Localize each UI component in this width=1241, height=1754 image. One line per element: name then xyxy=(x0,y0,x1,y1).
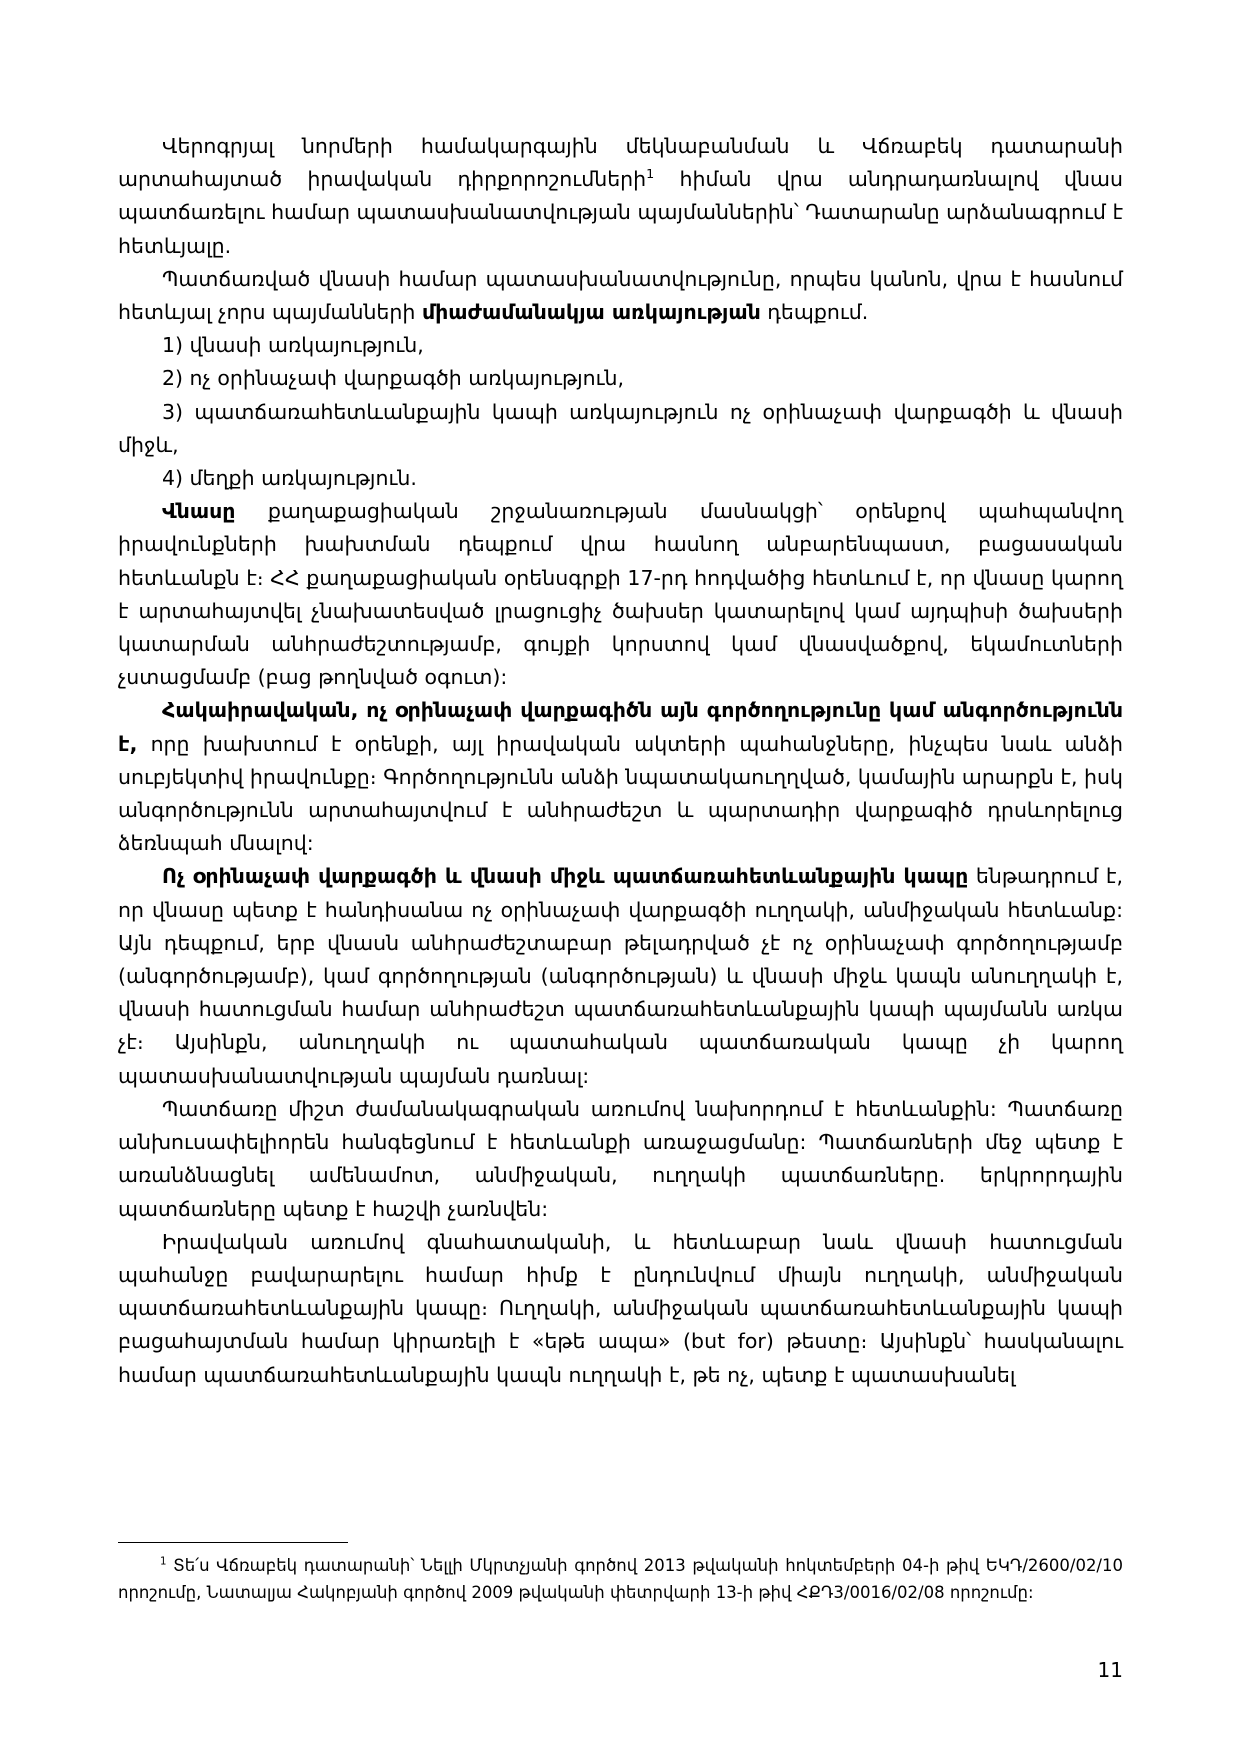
footnote-reference: 1 xyxy=(646,166,655,182)
footnote-body: Տե՛ս Վճռաբեկ դատարանի՝ Նելլի Մկրտչյանի գործով 2013 թվականի հոկտեմբերի 04-ի թիվ ԵԿԴ/2600/02/10 որոշումը, Նատալյա Հակոբյանի գործով 2009 թվականի փետրվարի 13-ի թիվ ՀՔԴ3/0016/02/08 որոշումը: xyxy=(118,1556,1123,1602)
paragraph xyxy=(118,860,1123,1092)
paragraph xyxy=(118,462,1123,495)
text-run: որը խախտում է օրենքի, այլ իրավական ակտերի պահանջները, ինչպես նաև անձի սուբյեկտիվ իրավունքը։ Գործողությունն անձի նպատակաուղղված, կամային արարքն է, իսկ անգործությունն արտահայտվում է անհրաժեշտ և պարտադիր վարքագիծ դրսևորելուց ձեռնպահ մնալով: xyxy=(118,731,1123,856)
footnote-text xyxy=(118,1553,1123,1606)
text-run: Իրավական առումով գնահատականի, և հետևաբար նաև վնասի հատուցման պահանջը բավարարելու համար հիմք է ընդունվում միայն ուղղակի, անմիջական պատճառահետևանքային կապը։ Ուղղակի, անմիջական պատճառահետևանքային կապի բացահայտման համար կիրառելի է «եթե ապա» (but for) թեստը։ Այսինքն՝ հասկանալու համար պատճառահետևանքային կապն ուղղակի է, թե ոչ, պետք է պատասխանել xyxy=(118,1229,1123,1387)
text-run: Վերոգրյալ նորմերի համակարգային մեկնաբանման և Վճռաբեկ դատարանի արտահայտած իրավական դիրքորոշումների xyxy=(118,134,1123,192)
text-run: ենթադրում է, որ վնասը պետք է հանդիսանա ոչ օրինաչափ վարքագծի ուղղակի, անմիջական հետևանք: Այն դեպքում, երբ վնասն անհրաժեշտաբար թելադրված չէ ոչ օրինաչափ գործողությամբ (անգործությամբ), կամ գործողության (անգործության) և վնասի միջև կապն անուղղակի է, վնասի հատուցման համար անհրաժեշտ պատճառահետևանքային կապի պայմանն առկա չէ։ Այսինքն, անուղղակի ու պատահական պատճառական կապը չի կարող պատասխանատվության պայման դառնալ: xyxy=(118,864,1123,1088)
paragraph xyxy=(118,329,1123,362)
footnote-marker: 1 xyxy=(160,1556,167,1568)
text-run: քաղաքացիական շրջանառության մասնակցի՝ օրենքով պահպանվող իրավունքների խախտման դեպքում վրա հասնող անբարենպաստ, բացասական հետևանքն է։ ՀՀ քաղաքացիական օրենսգրքի 17-րդ հոդվածից հետևում է, որ վնասը կարող է արտահայտվել չնախատեսված լրացուցիչ ծախսեր կատարելով կամ այդպիսի ծախսերի կատարման անհրաժեշտությամբ, գույքի կորստով կամ վնասվածքով, եկամուտների չստացմամբ (բաց թողնված օգուտ): xyxy=(118,499,1123,690)
paragraph xyxy=(118,130,1123,263)
text-run: 1) վնասի առկայություն, xyxy=(162,333,424,358)
footnote-section xyxy=(118,1542,1123,1606)
text-run: 4) մեղքի առկայություն. xyxy=(162,466,417,491)
paragraph xyxy=(118,396,1123,462)
text-run: դեպքում. xyxy=(760,300,869,325)
paragraph xyxy=(118,362,1123,395)
text-run: Պատճառը միշտ ժամանակագրական առումով նախորդում է հետևանքին: Պատճառը անխուսափելիորեն հանգեցնում է հետևանքի առաջացմանը: Պատճառների մեջ պետք է առանձնացնել ամենամոտ, անմիջական, ուղղակի պատճառները. երկրորդային պատճառները պետք է հաշվի չառնվեն: xyxy=(118,1096,1123,1221)
emphasis-text: միաժամանակյա առկայության xyxy=(421,300,761,325)
text-run: 3) պատճառահետևանքային կապի առկայություն ոչ օրինաչափ վարքագծի և վնասի միջև, xyxy=(118,399,1123,457)
emphasis-text: Վնասը xyxy=(162,499,236,524)
emphasis-text: Ոչ օրինաչափ վարքագծի և վնասի միջև պատճառահետևանքային կապը xyxy=(162,864,969,889)
text-run: հիման վրա անդրադառնալով վնաս պատճառելու համար պատասխանատվության պայմաններին՝ Դատարանը արձանագրում է հետևյալը. xyxy=(118,167,1123,258)
text-run: 2) ոչ օրինաչափ վարքագծի առկայություն, xyxy=(162,366,625,391)
document-body xyxy=(118,130,1123,1392)
paragraph xyxy=(118,694,1123,860)
paragraph xyxy=(118,1093,1123,1226)
paragraph xyxy=(118,495,1123,694)
page-number: 11 xyxy=(1097,1658,1123,1682)
footnote-divider xyxy=(118,1542,348,1543)
emphasis-text: Հակաիրավական, ոչ օրինաչափ վարքագիծն այն գործողությունը կամ անգործությունն է, xyxy=(118,698,1123,756)
text-run: Պատճառված վնասի համար պատասխանատվությունը, որպես կանոն, վրա է հասնում հետևյալ չորս պայմանների xyxy=(118,266,1123,325)
paragraph xyxy=(118,1226,1123,1392)
paragraph xyxy=(118,263,1123,329)
